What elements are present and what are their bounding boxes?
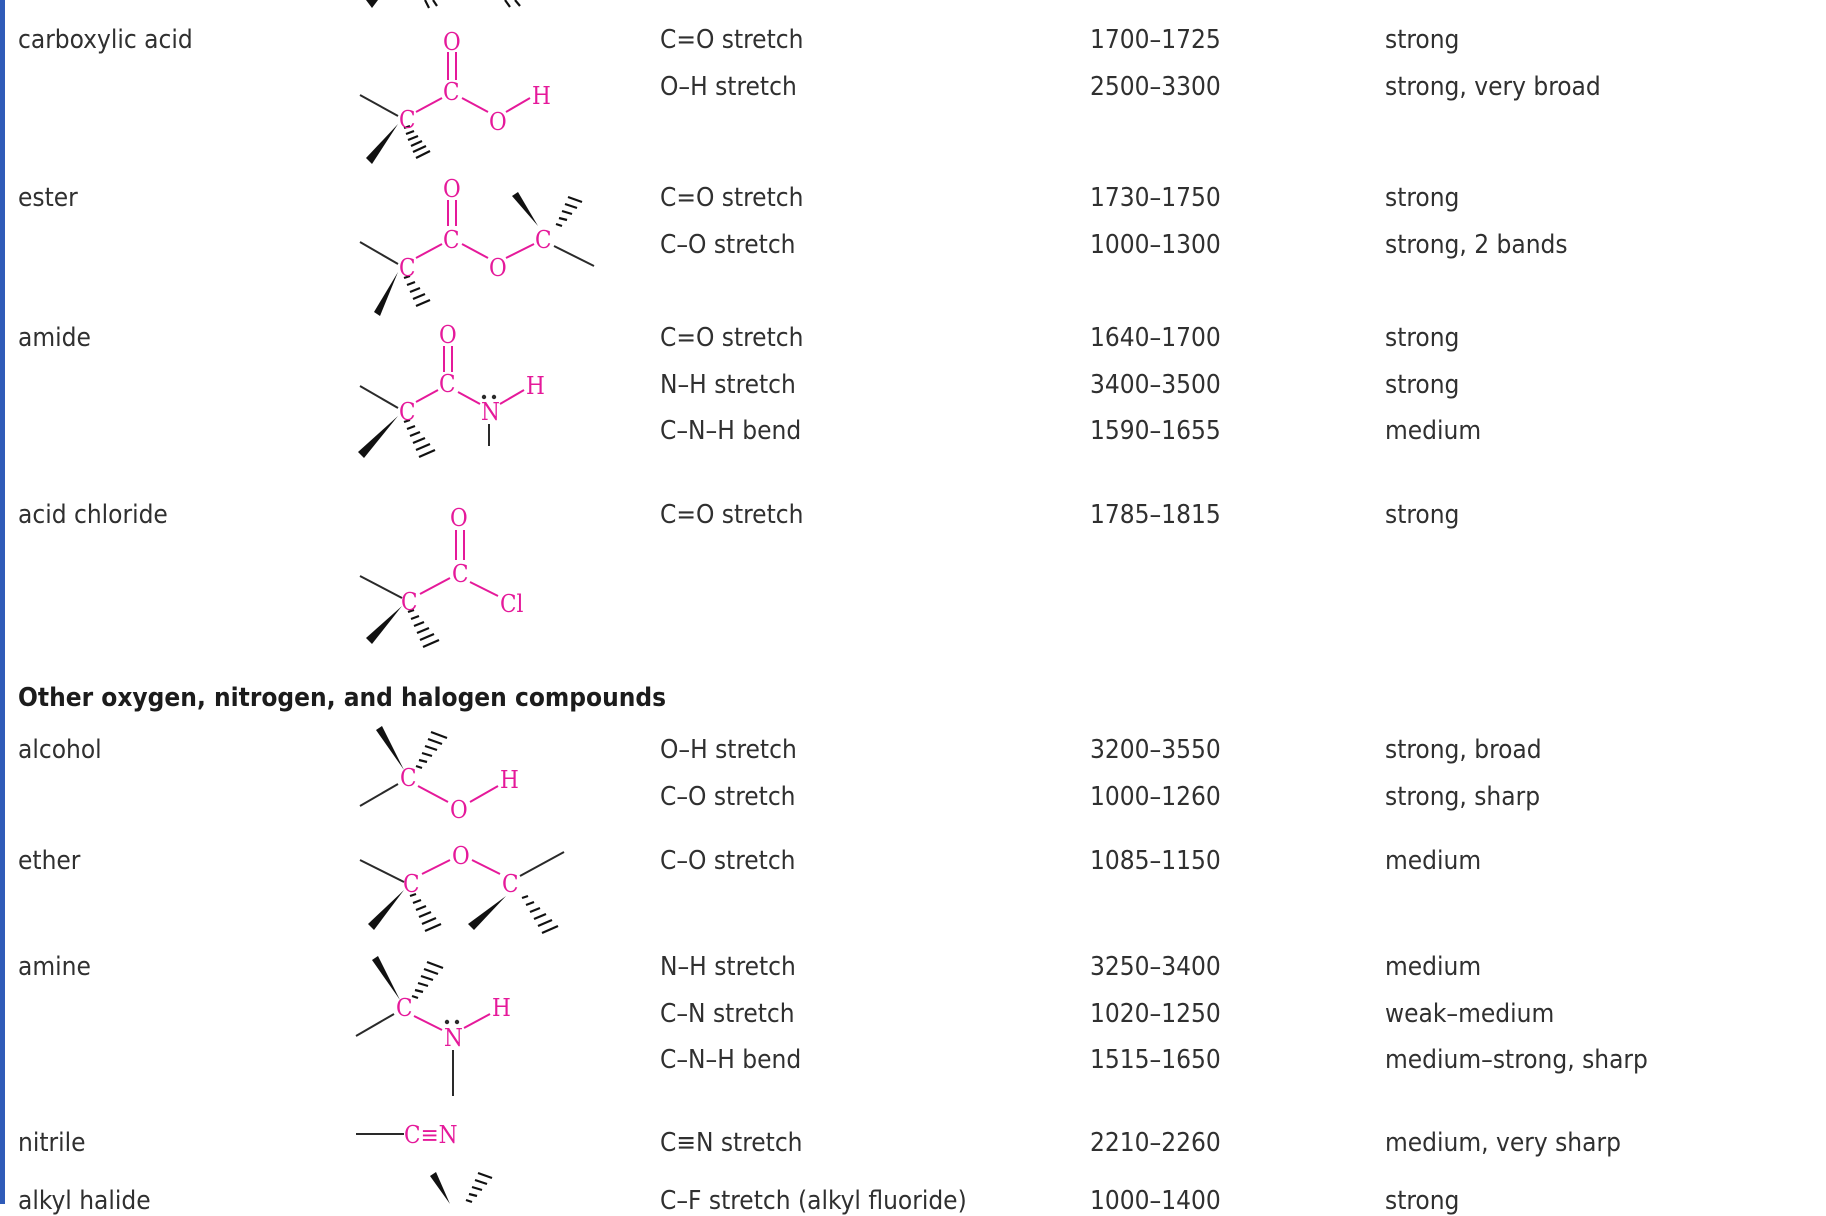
vibration: C–O stretch [660, 846, 796, 876]
ester-structure [360, 175, 594, 316]
atom-o: O [489, 254, 507, 282]
atom-c: C [400, 764, 417, 792]
compound-name: ether [18, 846, 81, 876]
vibration: C=O stretch [660, 323, 804, 353]
intensity: strong, sharp [1385, 782, 1541, 812]
atom-c: C [502, 870, 519, 898]
carboxylic-acid-structure [360, 28, 551, 164]
intensity: strong [1385, 500, 1460, 530]
compound-name: ester [18, 183, 78, 213]
intensity: strong [1385, 25, 1460, 55]
vibration: C–N stretch [660, 999, 795, 1029]
atom-n: N [444, 1024, 463, 1052]
atom-c: C [535, 226, 552, 254]
atom-o: O [450, 504, 468, 532]
atom-o: O [450, 796, 468, 824]
vibration: O–H stretch [660, 735, 797, 765]
wavenumber-range: 1085–1150 [1090, 846, 1221, 876]
acid-chloride-structure [360, 504, 524, 647]
wavenumber-range: 1000–1400 [1090, 1186, 1221, 1216]
wavenumber-range: 2210–2260 [1090, 1128, 1221, 1158]
vibration: C≡N stretch [660, 1128, 803, 1158]
wavenumber-range: 1000–1300 [1090, 230, 1221, 260]
partial-structure-top [366, 0, 520, 8]
atom-o: O [489, 108, 507, 136]
wavenumber-range: 3400–3500 [1090, 370, 1221, 400]
compound-name: amide [18, 323, 91, 353]
intensity: medium [1385, 416, 1482, 446]
vibration: O–H stretch [660, 72, 797, 102]
intensity: strong [1385, 1186, 1460, 1216]
vibration: C–O stretch [660, 230, 796, 260]
amide-structure [358, 321, 545, 458]
intensity: strong, broad [1385, 735, 1542, 765]
intensity: strong [1385, 370, 1460, 400]
compound-name: amine [18, 952, 91, 982]
intensity: strong [1385, 323, 1460, 353]
vibration: C–O stretch [660, 782, 796, 812]
intensity: medium–strong, sharp [1385, 1045, 1648, 1075]
wavenumber-range: 3250–3400 [1090, 952, 1221, 982]
vibration: C–N–H bend [660, 416, 802, 446]
atom-o: O [443, 28, 461, 56]
wavenumber-range: 3200–3550 [1090, 735, 1221, 765]
wavenumber-range: 1020–1250 [1090, 999, 1221, 1029]
compound-name: alcohol [18, 735, 102, 765]
vibration: C=O stretch [660, 183, 804, 213]
atom-c: C [399, 106, 416, 134]
atom-h: H [526, 372, 545, 400]
atom-nitrile: C≡N [404, 1121, 458, 1149]
atom-c: C [399, 254, 416, 282]
vibration: N–H stretch [660, 370, 796, 400]
wavenumber-range: 1730–1750 [1090, 183, 1221, 213]
atom-c: C [439, 370, 456, 398]
intensity: weak–medium [1385, 999, 1555, 1029]
atom-cl: Cl [500, 590, 524, 618]
atom-c: C [396, 994, 413, 1022]
atom-c: C [443, 78, 460, 106]
atom-c: C [452, 560, 469, 588]
atom-o: O [452, 842, 470, 870]
section-header: Other oxygen, nitrogen, and halogen compounds [18, 683, 667, 713]
ether-structure [360, 842, 564, 933]
wavenumber-range: 1640–1700 [1090, 323, 1221, 353]
alkyl-halide-structure [430, 1172, 492, 1204]
vibration: N–H stretch [660, 952, 796, 982]
atom-n: N [481, 398, 500, 426]
intensity: strong [1385, 183, 1460, 213]
intensity: strong, 2 bands [1385, 230, 1568, 260]
atom-h: H [532, 82, 551, 110]
wavenumber-range: 1590–1655 [1090, 416, 1221, 446]
amine-structure [356, 956, 511, 1096]
wavenumber-range: 1000–1260 [1090, 782, 1221, 812]
wavenumber-range: 1700–1725 [1090, 25, 1221, 55]
vibration: C=O stretch [660, 500, 804, 530]
alcohol-structure [360, 726, 519, 824]
vibration: C–N–H bend [660, 1045, 802, 1075]
intensity: medium [1385, 952, 1482, 982]
compound-name: acid chloride [18, 500, 168, 530]
compound-name: nitrile [18, 1128, 86, 1158]
nitrile-structure [356, 1121, 458, 1149]
compound-name: alkyl halide [18, 1186, 151, 1216]
atom-o: O [439, 321, 457, 349]
wavenumber-range: 1515–1650 [1090, 1045, 1221, 1075]
intensity: medium, very sharp [1385, 1128, 1621, 1158]
atom-c: C [399, 398, 416, 426]
intensity: medium [1385, 846, 1482, 876]
atom-c: C [403, 870, 420, 898]
atom-o: O [443, 175, 461, 203]
atom-c: C [401, 588, 418, 616]
intensity: strong, very broad [1385, 72, 1601, 102]
atom-c: C [443, 226, 460, 254]
atom-h: H [500, 766, 519, 794]
compound-name: carboxylic acid [18, 25, 193, 55]
vibration: C–F stretch (alkyl fluoride) [660, 1186, 967, 1216]
wavenumber-range: 2500–3300 [1090, 72, 1221, 102]
wavenumber-range: 1785–1815 [1090, 500, 1221, 530]
vibration: C=O stretch [660, 25, 804, 55]
atom-h: H [492, 994, 511, 1022]
